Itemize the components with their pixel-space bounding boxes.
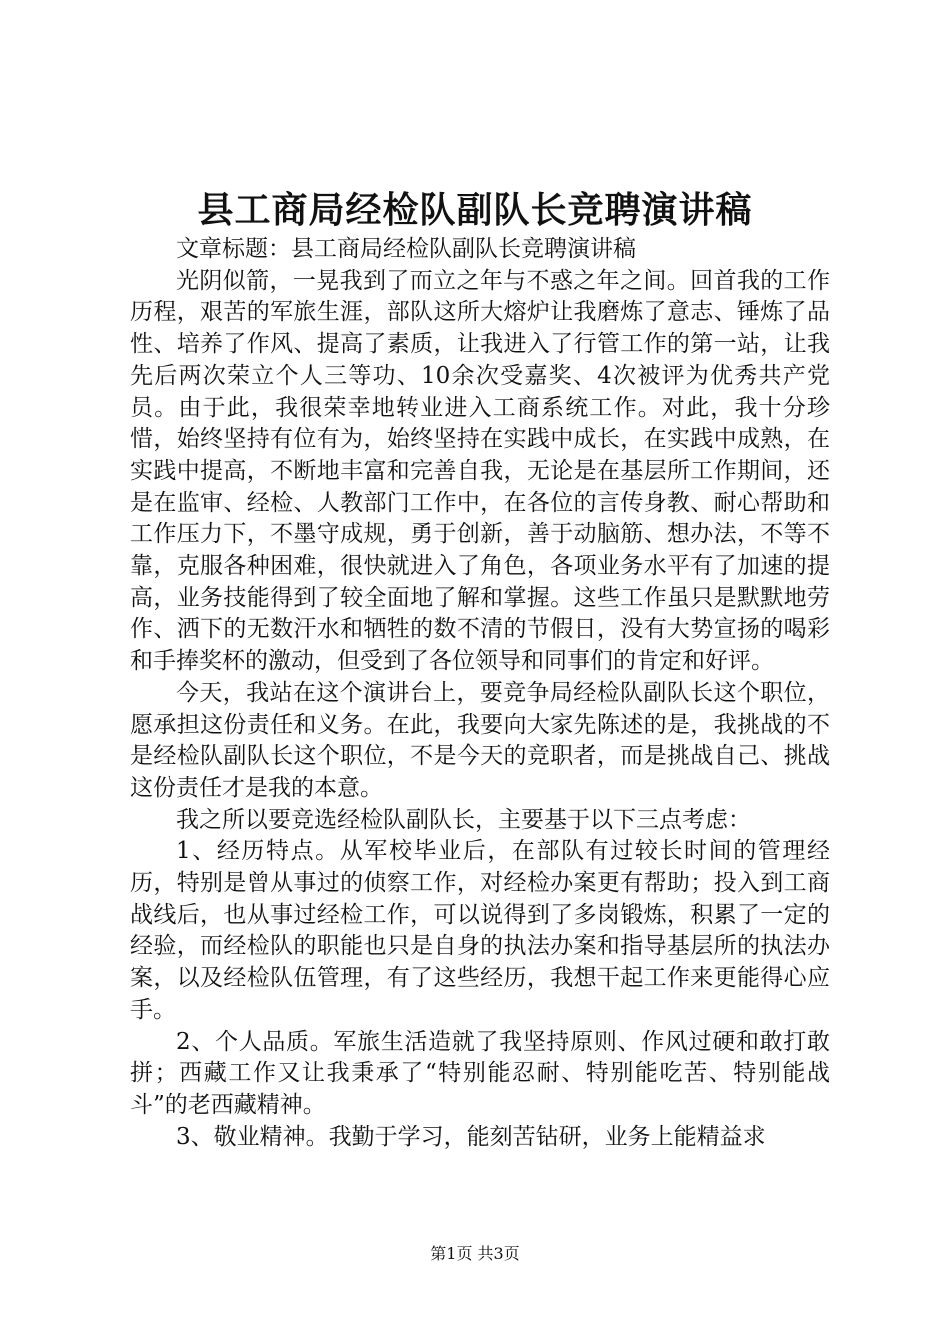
paragraph-career-history: 光阴似箭，一晃我到了而立之年与不惑之年之间。回首我的工作历程，艰苦的军旅生涯，部队这所大熔炉让我磨炼了意志、锤炼了品性、培养了作风、提高了素质，让我进入了行管工作的第一站，让我先后两次荣立个人三等功、10余次受嘉奖、4次被评为优秀共产党员。由于此，我很荣幸地转业进入工商系统工作。对此，我十分珍惜，始终坚持有位有为，始终坚持在实践中成长，在实践中成熟，在实践中提高，不断地丰富和完善自我，无论是在基层所工作期间，还是在监审、经检、人教部门工作中，在各位的言传身教、耐心帮助和工作压力下，不墨守成规，勇于创新，善于动脑筋、想办法，不等不靠，克服各种困难，很快就进入了角色，各项业务水平有了加速的提高，业务技能得到了较全面地了解和掌握。这些工作虽只是默默地劳作、洒下的无数汗水和牺牲的数不清的节假日，没有大势宣扬的喝彩和手捧奖杯的激动，但受到了各位领导和同事们的肯定和好评。 [130,267,830,675]
paragraph-reasons-intro: 我之所以要竞选经检队副队长，主要基于以下三点考虑： [176,806,751,833]
paragraph-reason-1: 1、经历特点。从军校毕业后，在部队有过较长时间的管理经历，特别是曾从事过的侦察工作，对经检办案更有帮助；投入到工商战线后，也从事过经检工作，可以说得到了多岗锻炼，积累了一定的经验，而经检队的职能也只是自身的执法办案和指导基层所的执法办案，以及经检队伍管理，有了这些经历，我想干起工作来更能得心应手。 [130,838,830,1023]
paragraph-today: 今天，我站在这个演讲台上，要竞争局经检队副队长这个职位，愿承担这份责任和义务。在此，我要向大家先陈述的是，我挑战的不是经检队副队长这个职位，不是今天的竞职者，而是挑战自己、挑战这份责任才是我的本意。 [130,679,830,801]
document-body [130,234,830,1153]
paragraph-reason-2: 2、个人品质。军旅生活造就了我坚持原则、作风过硬和敢打敢拼；西藏工作又让我秉承了“特别能忍耐、特别能吃苦、特别能战斗”的老西藏精神。 [130,1028,830,1118]
paragraph-article-title: 文章标题：县工商局经检队副队长竞聘演讲稿 [176,236,636,262]
paragraph-reason-3: 3、敬业精神。我勤于学习，能刻苦钻研，业务上能精益求 [176,1123,766,1150]
document-title: 县工商局经检队副队长竞聘演讲稿 [197,189,753,231]
page-footer: 第1页 共3页 [430,1244,520,1263]
